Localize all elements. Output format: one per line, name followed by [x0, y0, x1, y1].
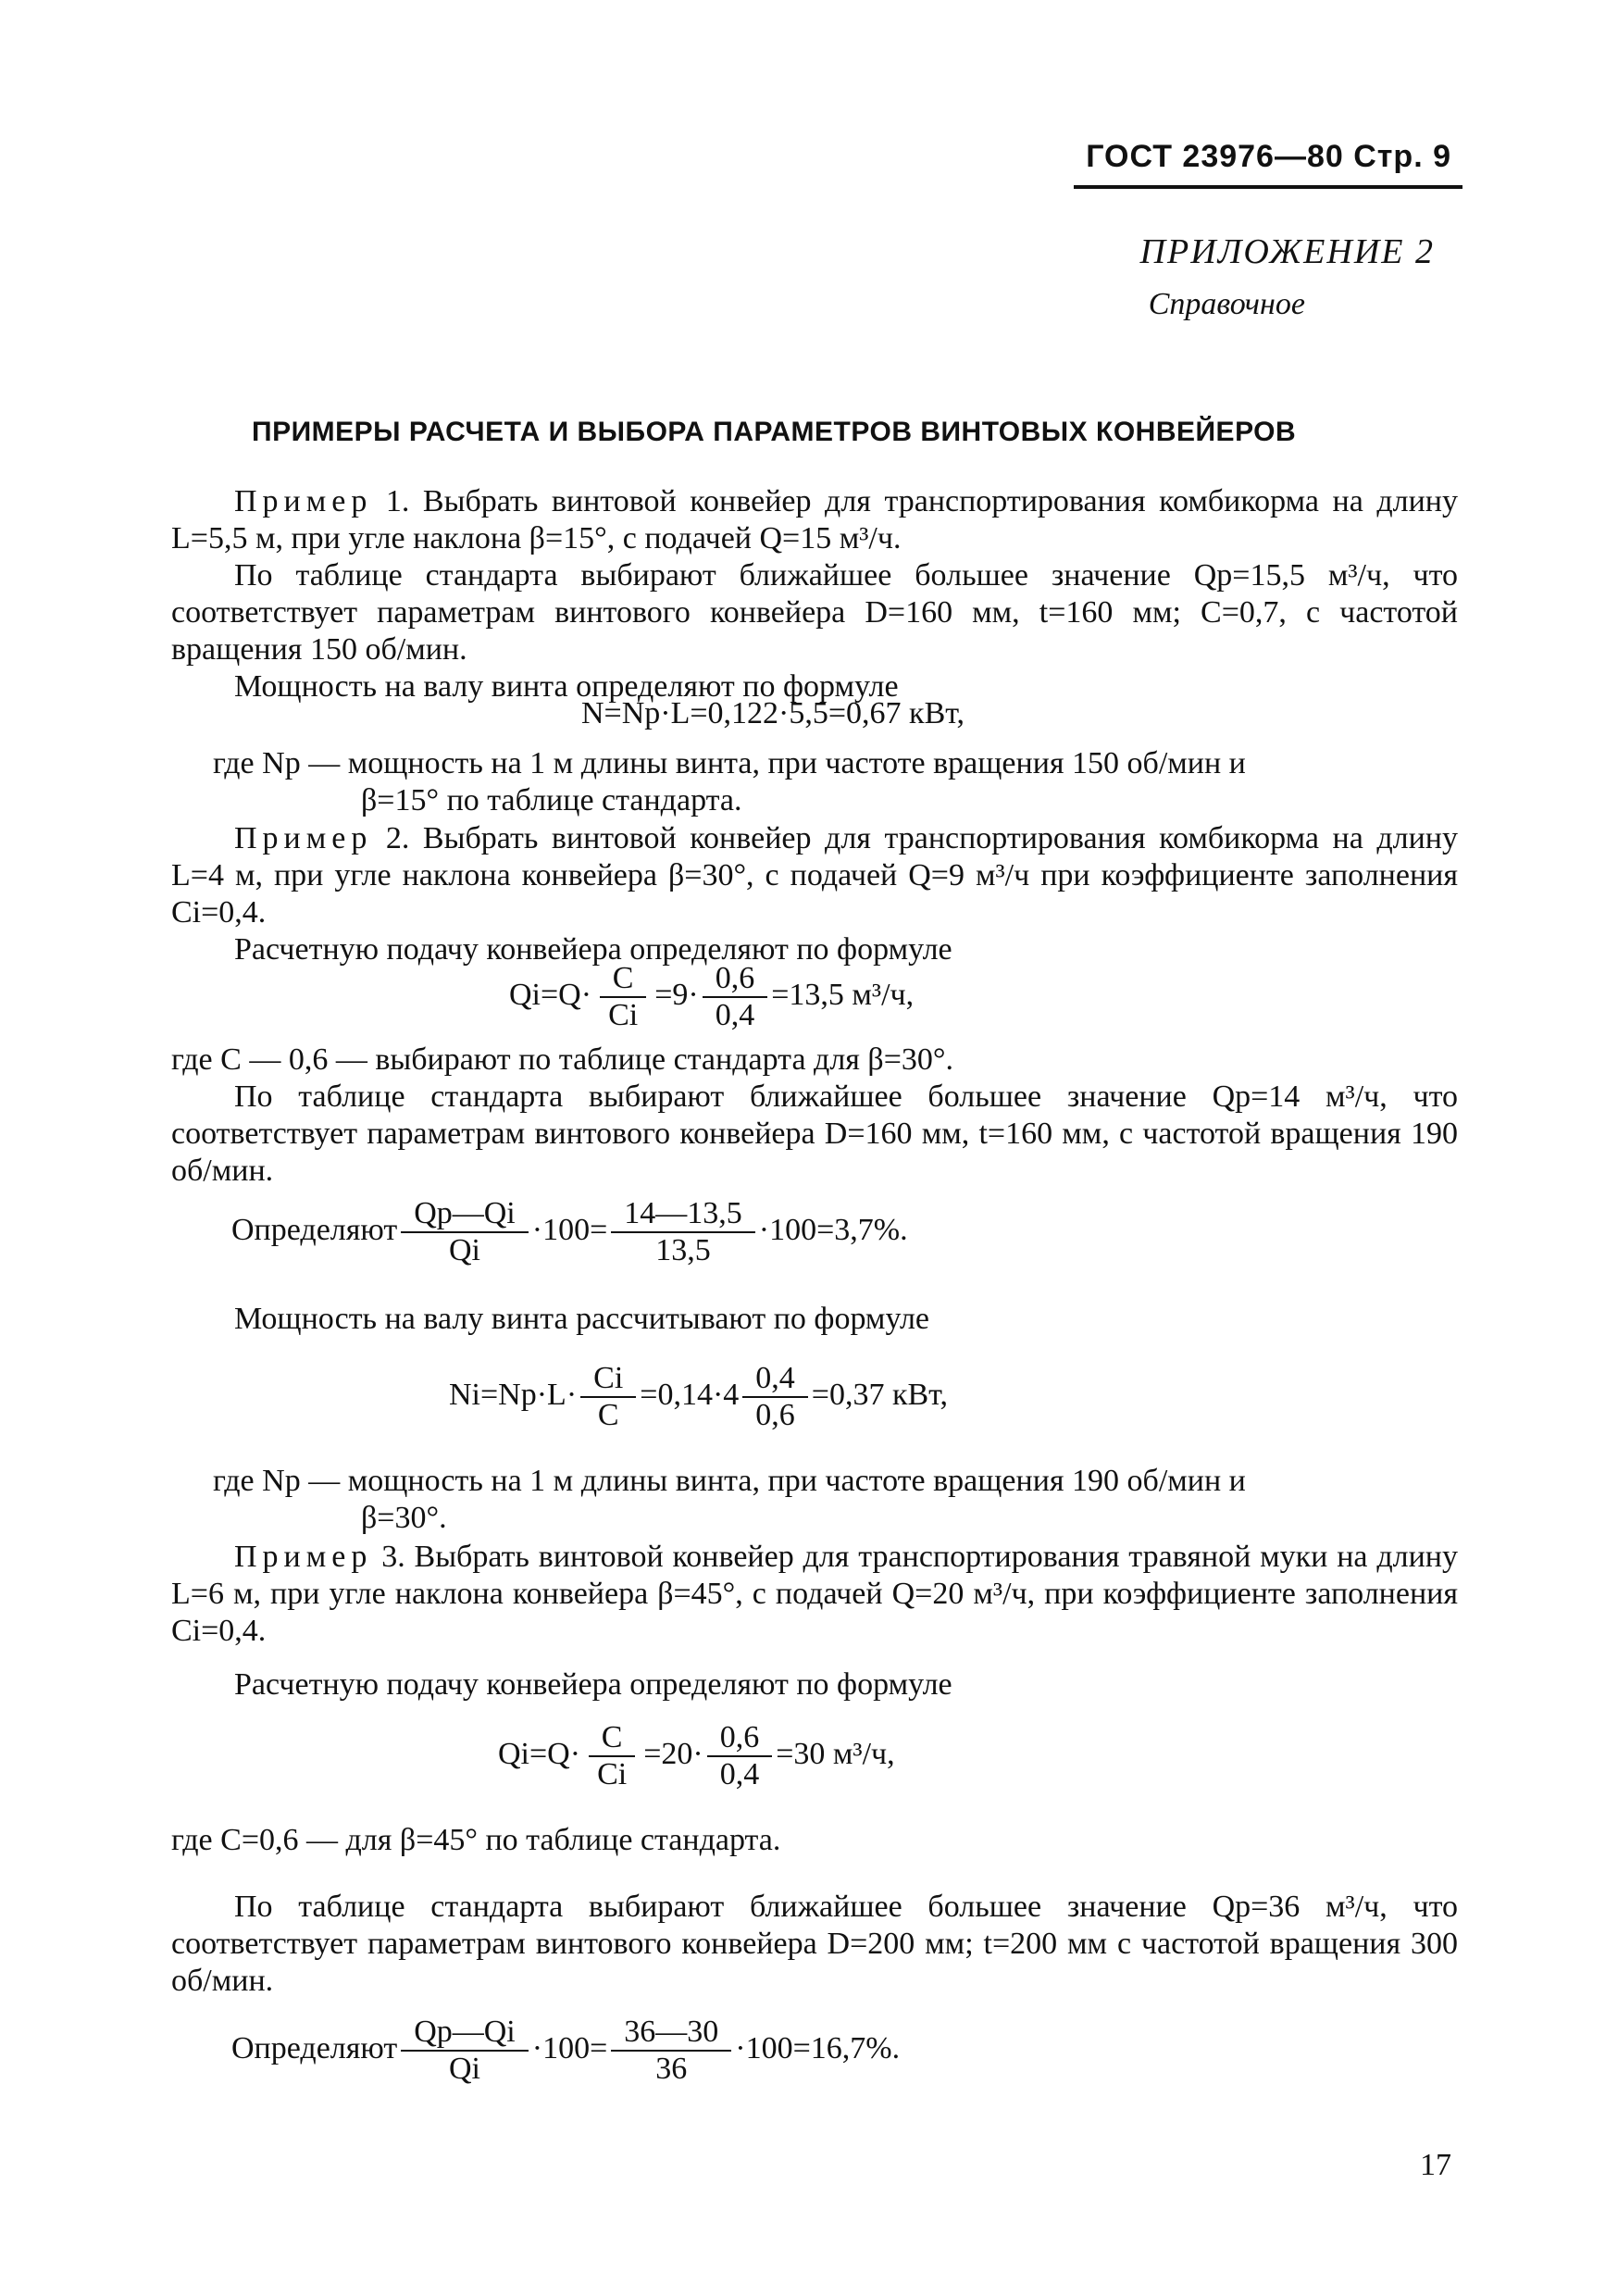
e2f2-den: Qi: [448, 1233, 480, 1267]
e3f2-mid: ·100=: [531, 2030, 608, 2065]
example2-where2-line2: β=30°.: [361, 1501, 447, 1535]
standard-header: ГОСТ 23976—80 Стр. 9: [1086, 139, 1451, 174]
example3-block-c: [171, 1822, 1458, 1859]
example1-where-line1: где Nр — мощность на 1 м длины винта, при частоте вращения 150 об/мин и: [213, 746, 1246, 780]
e3f2-den2: 36: [655, 2052, 688, 2086]
example2-flow-intro: Расчетную подачу конвейера определяют по формуле: [234, 932, 952, 967]
e2f3-den: C: [597, 1398, 619, 1432]
e2f1-mid: =9·: [654, 977, 699, 1012]
e3f1-rhs: =30 м³/ч,: [776, 1736, 895, 1771]
example3-block-b: [171, 1666, 1458, 1703]
example3-block: [171, 1539, 1458, 1650]
example1-where-line2: β=15° по таблице стандарта.: [361, 783, 742, 817]
example2-power-formula: [449, 1361, 948, 1433]
e3f1-lhs: Qi=Q·: [498, 1736, 581, 1771]
e2f3-mid: =0,14·4: [640, 1377, 740, 1412]
example3-block-d: [171, 1889, 1458, 2000]
example2-heading: Пример: [234, 821, 373, 855]
e2f2-den2: 13,5: [655, 1233, 711, 1267]
e2f1-den2: 0,4: [715, 998, 755, 1032]
example2-selection: По таблице стандарта выбирают ближайшее большее значение Qр=14 м³/ч, что соответствует параметрам винтового конвейера D=160 мм, t=160 мм, с частотой вращения 190 об/мин.: [171, 1079, 1458, 1188]
example2-where2-line1: где Nр — мощность на 1 м длины винта, при частоте вращения 190 об/мин и: [213, 1464, 1246, 1498]
example2-block: [171, 820, 1458, 968]
e2f2-num2: 14—13,5: [611, 1196, 755, 1233]
e2f1-num2: 0,6: [703, 961, 768, 998]
example1-text: 1. Выбрать винтовой конвейер для транспортирования комбикорма на длину L=5,5 м, при угле наклона β=15°, с подачей Q=15 м³/ч.: [171, 484, 1458, 555]
example2-flow-formula: [509, 961, 914, 1033]
e2f2-lhs: Определяют: [231, 1212, 398, 1247]
example2-block-c: [171, 1301, 1458, 1338]
e2f1-den: Ci: [608, 998, 639, 1032]
e2f3-num2: 0,4: [742, 1361, 808, 1398]
appendix-status: Справочное: [1148, 287, 1305, 321]
example2-power-intro: Мощность на валу винта рассчитывают по формуле: [234, 1302, 930, 1336]
e3f1-num2: 0,6: [707, 1720, 773, 1757]
example3-flow-formula: [498, 1720, 895, 1792]
page-number: 17: [1420, 2148, 1451, 2182]
e2f3-den2: 0,6: [755, 1398, 795, 1432]
e2f1-rhs: =13,5 м³/ч,: [771, 977, 915, 1012]
example1-power-intro: Мощность на валу винта определяют по формуле: [234, 669, 899, 704]
e2f1-lhs: Qi=Q·: [509, 977, 592, 1012]
example2-where2: [213, 1463, 1458, 1537]
e2f3-rhs: =0,37 кВт,: [811, 1377, 948, 1412]
e2f2-rhs: ·100=3,7%.: [758, 1212, 908, 1247]
example1-where: [213, 745, 1458, 819]
e3f1-num: C: [589, 1720, 636, 1757]
e3f2-lhs: Определяют: [231, 2030, 398, 2065]
example2-text: 2. Выбрать винтовой конвейер для транспортирования комбикорма на длину L=4 м, при угле наклона конвейера β=30°, с подачей Q=9 м³/ч при коэффициенте заполнения Сi=0,4.: [171, 821, 1458, 930]
e2f2-num: Qр—Qi: [401, 1196, 529, 1233]
e3f1-den: Ci: [597, 1757, 628, 1791]
example1-block: [171, 483, 1458, 705]
example2-where1: где C — 0,6 — выбирают по таблице стандарта для β=30°.: [171, 1042, 954, 1077]
e3f1-den2: 0,4: [719, 1757, 760, 1791]
example2-deviation-formula: [231, 1196, 908, 1268]
e2f1-num: C: [600, 961, 647, 998]
example3-heading: Пример: [234, 1540, 373, 1574]
e3f2-num: Qр—Qi: [401, 2015, 529, 2052]
example1-heading: Пример: [234, 484, 373, 518]
e3f1-mid: =20·: [643, 1736, 703, 1771]
example1-formula: N=Nр·L=0,122·5,5=0,67 кВт,: [581, 696, 965, 730]
example3-where1: где C=0,6 — для β=45° по таблице стандарта.: [171, 1823, 781, 1857]
header-rule: [1074, 185, 1462, 189]
example3-text: 3. Выбрать винтовой конвейер для транспортирования травяной муки на длину L=6 м, при угле наклона конвейера β=45°, с подачей Q=20 м³/ч, при коэффициенте заполнения Сi=0,4.: [171, 1540, 1458, 1648]
appendix-label: ПРИЛОЖЕНИЕ 2: [1139, 232, 1435, 271]
e2f2-mid: ·100=: [531, 1212, 608, 1247]
example1-selection: По таблице стандарта выбирают ближайшее большее значение Qр=15,5 м³/ч, что соответствует параметрам винтового конвейера D=160 мм, t=160 мм; C=0,7, с частотой вращения 150 об/мин.: [171, 558, 1458, 667]
e3f2-num2: 36—30: [611, 2015, 731, 2052]
e2f3-lhs: Ni=Nр·L·: [449, 1377, 578, 1412]
e2f3-num: Ci: [580, 1361, 636, 1398]
example3-deviation-formula: [231, 2015, 900, 2087]
example2-block-b: [171, 1042, 1458, 1190]
e3f2-den: Qi: [448, 2052, 480, 2086]
e3f2-rhs: ·100=16,7%.: [735, 2030, 901, 2065]
example3-selection: По таблице стандарта выбирают ближайшее большее значение Qр=36 м³/ч, что соответствует параметрам винтового конвейера D=200 мм; t=200 мм с частотой вращения 300 об/мин.: [171, 1890, 1458, 1998]
example3-flow-intro: Расчетную подачу конвейера определяют по формуле: [234, 1667, 952, 1702]
page-title: ПРИМЕРЫ РАСЧЕТА И ВЫБОРА ПАРАМЕТРОВ ВИНТОВЫХ КОНВЕЙЕРОВ: [252, 417, 1297, 447]
